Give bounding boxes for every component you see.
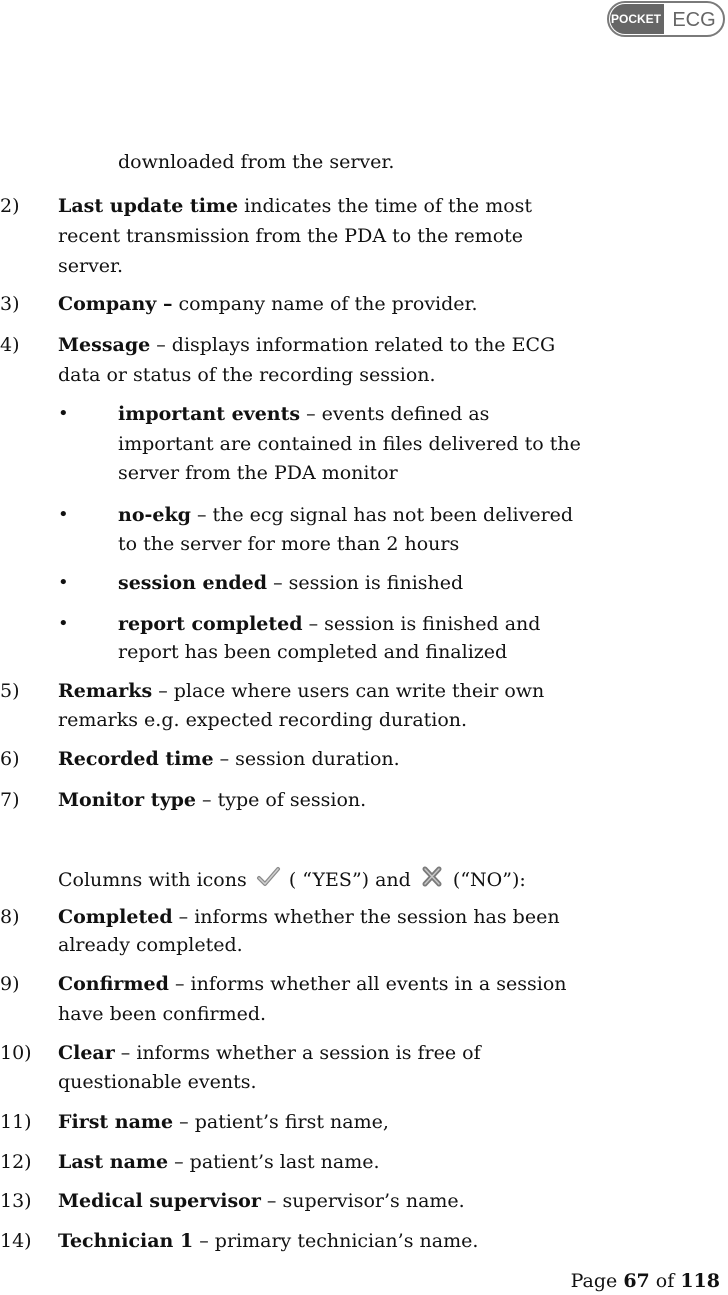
bullet-line: server from the PDA monitor [118, 462, 398, 484]
item-line: Confirmed – informs whether all events in a session [58, 973, 567, 995]
item-number: 5) [0, 680, 20, 702]
cross-icon [417, 866, 447, 888]
item-line: server. [58, 255, 124, 277]
page-number: Page 67 of 118 [570, 1270, 720, 1292]
item-term: Clear [58, 1042, 115, 1064]
item-term: Confirmed [58, 973, 169, 995]
bullet-line: report completed – session is finished and [118, 613, 541, 635]
item-term: Message [58, 334, 151, 356]
bullet-line: important are contained in files delivered to the [118, 433, 581, 455]
item-line: First name – patient’s first name, [58, 1111, 389, 1133]
item-number: 14) [0, 1230, 32, 1252]
item-term: Last update time [58, 195, 239, 217]
item-line: Recorded time – session duration. [58, 748, 400, 770]
bullet-term: report completed [118, 613, 303, 635]
item-term: First name [58, 1111, 174, 1133]
bullet-term: session ended [118, 572, 268, 594]
item-line: Last update time indicates the time of the most [58, 195, 533, 217]
bullet-term: no-ekg [118, 504, 191, 526]
item-line: have been confirmed. [58, 1003, 267, 1025]
continuation-text: downloaded from the server. [118, 151, 395, 173]
bullet-line: no-ekg – the ecg signal has not been delivered [118, 504, 574, 526]
item-number: 6) [0, 748, 20, 770]
bullet: • [58, 504, 69, 525]
item-number: 2) [0, 195, 20, 217]
item-term: Company – [58, 293, 173, 315]
item-term: Technician 1 [58, 1230, 194, 1252]
bullet: • [58, 613, 69, 634]
item-number: 10) [0, 1042, 32, 1064]
item-line: Medical supervisor – supervisor’s name. [58, 1190, 465, 1212]
bullet: • [58, 572, 69, 593]
item-term: Medical supervisor [58, 1190, 261, 1212]
bullet-term: important events [118, 403, 301, 425]
item-number: 12) [0, 1151, 32, 1173]
bullet-line: report has been completed and finalized [118, 641, 508, 663]
item-line: Last name – patient’s last name. [58, 1151, 380, 1173]
bullet: • [58, 403, 69, 424]
item-line: Monitor type – type of session. [58, 789, 367, 811]
bullet-line: to the server for more than 2 hours [118, 533, 460, 555]
item-number: 4) [0, 334, 20, 356]
item-line: Remarks – place where users can write their own [58, 680, 545, 702]
item-number: 7) [0, 789, 20, 811]
logo-pocket: POCKET [610, 12, 662, 26]
logo-ecg: ECG [672, 9, 716, 31]
pocket-ecg-logo [607, 1, 725, 37]
item-line: data or status of the recording session. [58, 364, 436, 386]
item-line: Company – company name of the provider. [58, 293, 478, 315]
item-number: 9) [0, 973, 20, 995]
item-number: 11) [0, 1111, 32, 1133]
item-line: Technician 1 – primary technician’s name. [58, 1230, 479, 1252]
item-term: Last name [58, 1151, 169, 1173]
bullet-line: session ended – session is finished [118, 572, 464, 594]
item-line: Completed – informs whether the session has been [58, 906, 560, 928]
item-line: recent transmission from the PDA to the remote [58, 225, 524, 247]
item-number: 3) [0, 293, 20, 315]
item-term: Recorded time [58, 748, 214, 770]
item-line: already completed. [58, 934, 243, 956]
item-line: remarks e.g. expected recording duration. [58, 709, 468, 731]
item-number: 8) [0, 906, 20, 928]
checkmark-icon [253, 866, 283, 888]
item-number: 13) [0, 1190, 32, 1212]
item-line: Message – displays information related to the ECG [58, 334, 556, 356]
item-term: Monitor type [58, 789, 197, 811]
item-term: Completed [58, 906, 173, 928]
bullet-line: important events – events defined as [118, 403, 490, 425]
item-line: Clear – informs whether a session is free of [58, 1042, 481, 1064]
icons-legend-line: Columns with icons ( “YES”) and (“NO”): [58, 866, 526, 892]
item-line: questionable events. [58, 1071, 257, 1093]
item-term: Remarks [58, 680, 153, 702]
